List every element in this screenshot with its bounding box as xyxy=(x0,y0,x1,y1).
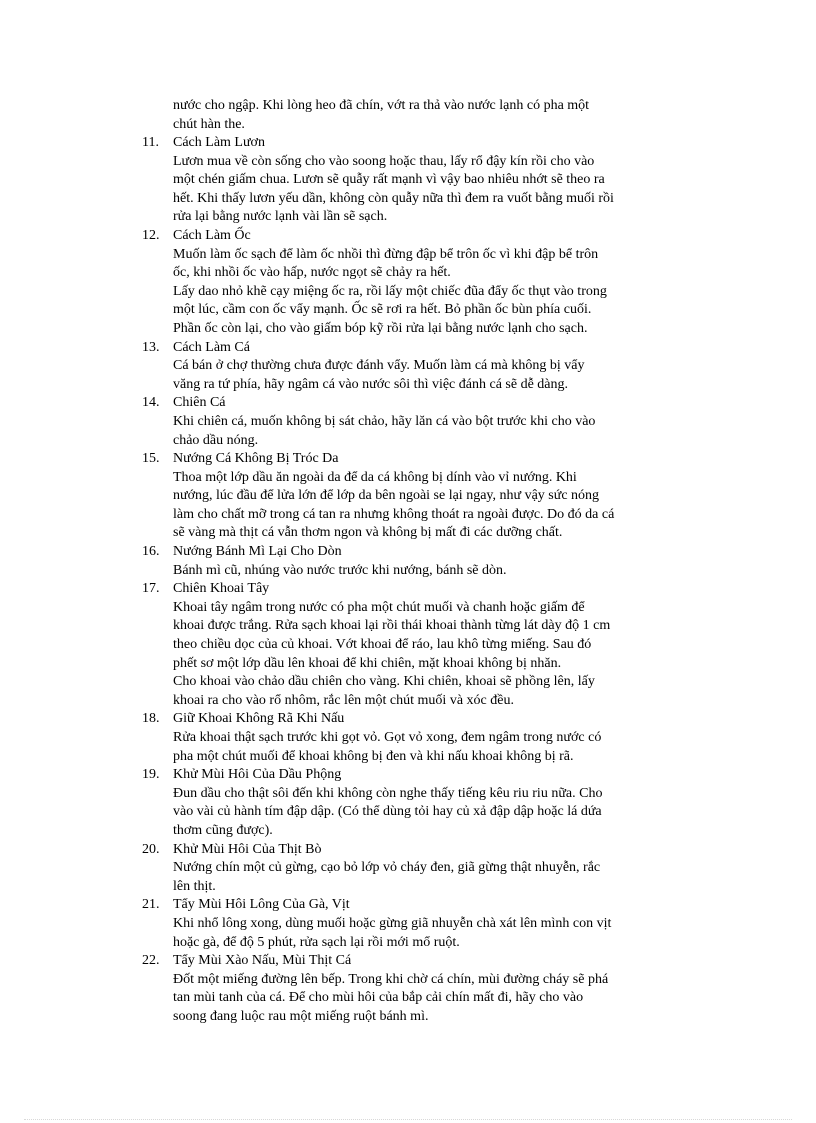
list-item xyxy=(142,134,702,227)
text-line: thơm cũng được). xyxy=(173,822,273,838)
item-number: 21. xyxy=(142,897,160,913)
item-body xyxy=(173,394,698,450)
text-line: Khi chiên cá, muốn không bị sát chảo, hãy lăn cá vào bột trước khi cho vào xyxy=(173,413,596,429)
text-line: Lươn mua về còn sống cho vào soong hoặc thau, lấy rổ đậy kín rồi cho vào xyxy=(173,153,595,169)
item-number: 16. xyxy=(142,544,160,560)
text-line: soong đang luộc rau một miếng ruột bánh mì. xyxy=(173,1008,429,1024)
item-number: 18. xyxy=(142,711,160,727)
item-body xyxy=(173,339,698,395)
item-number: 15. xyxy=(142,451,160,467)
text-line: rửa lại bằng nước lạnh vài lần sẽ sạch. xyxy=(173,209,388,225)
text-line: Nướng chín một củ gừng, cạo bỏ lớp vỏ cháy đen, giã gừng thật nhuyễn, rắc xyxy=(173,860,601,876)
item-number: 20. xyxy=(142,841,160,857)
text-line: Thoa một lớp dầu ăn ngoài da để da cá không bị dính vào vỉ nướng. Khi xyxy=(173,469,577,485)
text-line: Bánh mì cũ, nhúng vào nước trước khi nướng, bánh sẽ dòn. xyxy=(173,562,507,578)
text-line: lên thịt. xyxy=(173,878,216,894)
text-line: văng ra tứ phía, hãy ngâm cá vào nước sôi thì việc đánh cá sẽ dễ dàng. xyxy=(173,376,569,392)
text-line: chảo dầu nóng. xyxy=(173,432,259,448)
list-item xyxy=(142,841,702,897)
item-title: Cách Làm Ốc xyxy=(173,227,251,243)
item-title: Giữ Khoai Không Rã Khi Nấu xyxy=(173,711,345,727)
text-line: Đun dầu cho thật sôi đến khi không còn nghe thấy tiếng kêu riu riu nữa. Cho xyxy=(173,785,603,801)
list-item xyxy=(142,896,702,952)
text-line: Phần ốc còn lại, cho vào giấm bóp kỹ rồi rửa lại bằng nước lạnh cho sạch. xyxy=(173,320,588,336)
item-number: 13. xyxy=(142,339,160,355)
item-title: Cách Làm Lươn xyxy=(173,135,265,150)
text-line: vào vài củ hành tím đập dập. (Có thể dùng tỏi hay củ xả đập dập hoặc lá dứa xyxy=(173,804,602,820)
text-line: Cho khoai vào chảo dầu chiên cho vàng. Khi chiên, khoai sẽ phồng lên, lấy xyxy=(173,674,595,690)
item-number: 19. xyxy=(142,767,160,783)
list-item xyxy=(142,543,702,580)
text-line: hết. Khi thấy lươn yếu dần, không còn quẫy nữa thì đem ra vuốt bằng muối rồi xyxy=(173,190,614,206)
text-line: một chén giấm chua. Lươn sẽ quẫy rất mạnh vì vậy bao nhiêu nhớt sẽ theo ra xyxy=(173,172,605,188)
text-line: Khoai tây ngâm trong nước có pha một chút muối và chanh hoặc giấm để xyxy=(173,599,585,615)
text-line: Rửa khoai thật sạch trước khi gọt vỏ. Gọt vỏ xong, đem ngâm trong nước có xyxy=(173,730,602,745)
text-line: một lúc, cầm con ốc vẩy mạnh. Ốc sẽ rơi ra hết. Bỏ phần ốc bùn phía cuối. xyxy=(173,302,592,318)
list-item xyxy=(142,710,702,766)
text-line: theo chiều dọc của củ khoai. Vớt khoai để ráo, lau khô từng miếng. Sau đó xyxy=(173,637,592,653)
text-line: Khi nhổ lông xong, dùng muối hoặc gừng giã nhuyễn chà xát lên mình con vịt xyxy=(173,915,612,931)
item-title: Cách Làm Cá xyxy=(173,339,250,355)
list-item xyxy=(142,339,702,395)
text-line: khoai được trắng. Rửa sạch khoai lại rồi thái khoai thành từng lát dày độ 1 cm xyxy=(173,618,611,634)
item-body xyxy=(173,227,698,339)
page-bottom-divider xyxy=(24,1119,792,1120)
item-number: 17. xyxy=(142,581,160,597)
list-item xyxy=(142,580,702,710)
item-title: Tẩy Mùi Xào Nấu, Mùi Thịt Cá xyxy=(173,953,352,969)
item-title: Nướng Bánh Mì Lại Cho Dòn xyxy=(173,544,342,560)
list-item xyxy=(142,450,702,543)
text-line: pha một chút muối để khoai không bị đen và khi nấu khoai không bị rã. xyxy=(173,748,574,764)
list-item xyxy=(142,952,702,1026)
text-line: Cá bán ở chợ thường chưa được đánh vẩy. Muốn làm cá mà không bị vẩy xyxy=(173,358,585,374)
text-line: nướng, lúc đầu để lửa lớn để lớp da bên ngoài se lại ngay, như vậy sức nóng xyxy=(173,488,600,504)
list-item xyxy=(142,766,702,840)
text-line: ốc, khi nhồi ốc vào hấp, nước ngọt sẽ chảy ra hết. xyxy=(173,265,451,281)
text-line: phết sơ một lớp dầu lên khoai để khi chiên, mặt khoai không bị nhăn. xyxy=(173,655,562,671)
item-title: Khử Mùi Hôi Của Thịt Bò xyxy=(173,841,322,857)
item-body xyxy=(173,450,698,543)
item-number: 22. xyxy=(142,953,160,969)
text-line: khoai ra cho vào rổ nhôm, rắc lên một chút muối và xóc đều. xyxy=(173,692,514,708)
continued-paragraph xyxy=(173,97,693,134)
item-body xyxy=(173,543,698,580)
item-title: Tẩy Mùi Hôi Lông Của Gà, Vịt xyxy=(173,897,350,913)
item-body xyxy=(173,134,698,227)
item-title: Khử Mùi Hôi Của Dầu Phộng xyxy=(173,767,342,783)
text-line: sẽ vàng mà thịt cá vẫn thơm ngon và không bị mất đi các dưỡng chất. xyxy=(173,525,563,541)
text-line: hoặc gà, để độ 5 phút, rửa sạch lại rồi mới mổ ruột. xyxy=(173,934,460,950)
text-line: chút hàn the. xyxy=(173,116,245,132)
item-title: Chiên Khoai Tây xyxy=(173,581,270,597)
text-line: tan mùi tanh của cá. Để cho mùi hôi của bắp cải chín mất đi, hãy cho vào xyxy=(173,990,584,1006)
item-number: 11. xyxy=(142,135,159,150)
item-number: 12. xyxy=(142,227,160,243)
list-item xyxy=(142,227,702,339)
item-body xyxy=(173,896,698,952)
item-title: Nướng Cá Không Bị Tróc Da xyxy=(173,451,339,467)
item-body xyxy=(173,766,698,840)
item-body xyxy=(173,841,698,897)
item-number: 14. xyxy=(142,395,160,411)
text-line: Đốt một miếng đường lên bếp. Trong khi chờ cá chín, mùi đường cháy sẽ phá xyxy=(173,971,609,987)
item-body xyxy=(173,580,698,710)
text-line: Lấy dao nhỏ khẽ cạy miệng ốc ra, rồi lấy một chiếc đũa đẩy ốc thụt vào trong xyxy=(173,283,607,299)
list-item xyxy=(142,394,702,450)
item-title: Chiên Cá xyxy=(173,395,226,411)
text-line: nước cho ngập. Khi lòng heo đã chín, vớt ra thả vào nước lạnh có pha một xyxy=(173,98,590,113)
text-line: làm cho chất mỡ trong cá tan ra nhưng không thoát ra ngoài được. Do đó da cá xyxy=(173,506,615,522)
text-line: Muốn làm ốc sạch để làm ốc nhồi thì đừng đập bể trôn ốc vì khi đập bể trôn xyxy=(173,246,599,262)
tips-list xyxy=(142,134,702,1027)
item-body xyxy=(173,952,698,1026)
item-body xyxy=(173,710,698,766)
